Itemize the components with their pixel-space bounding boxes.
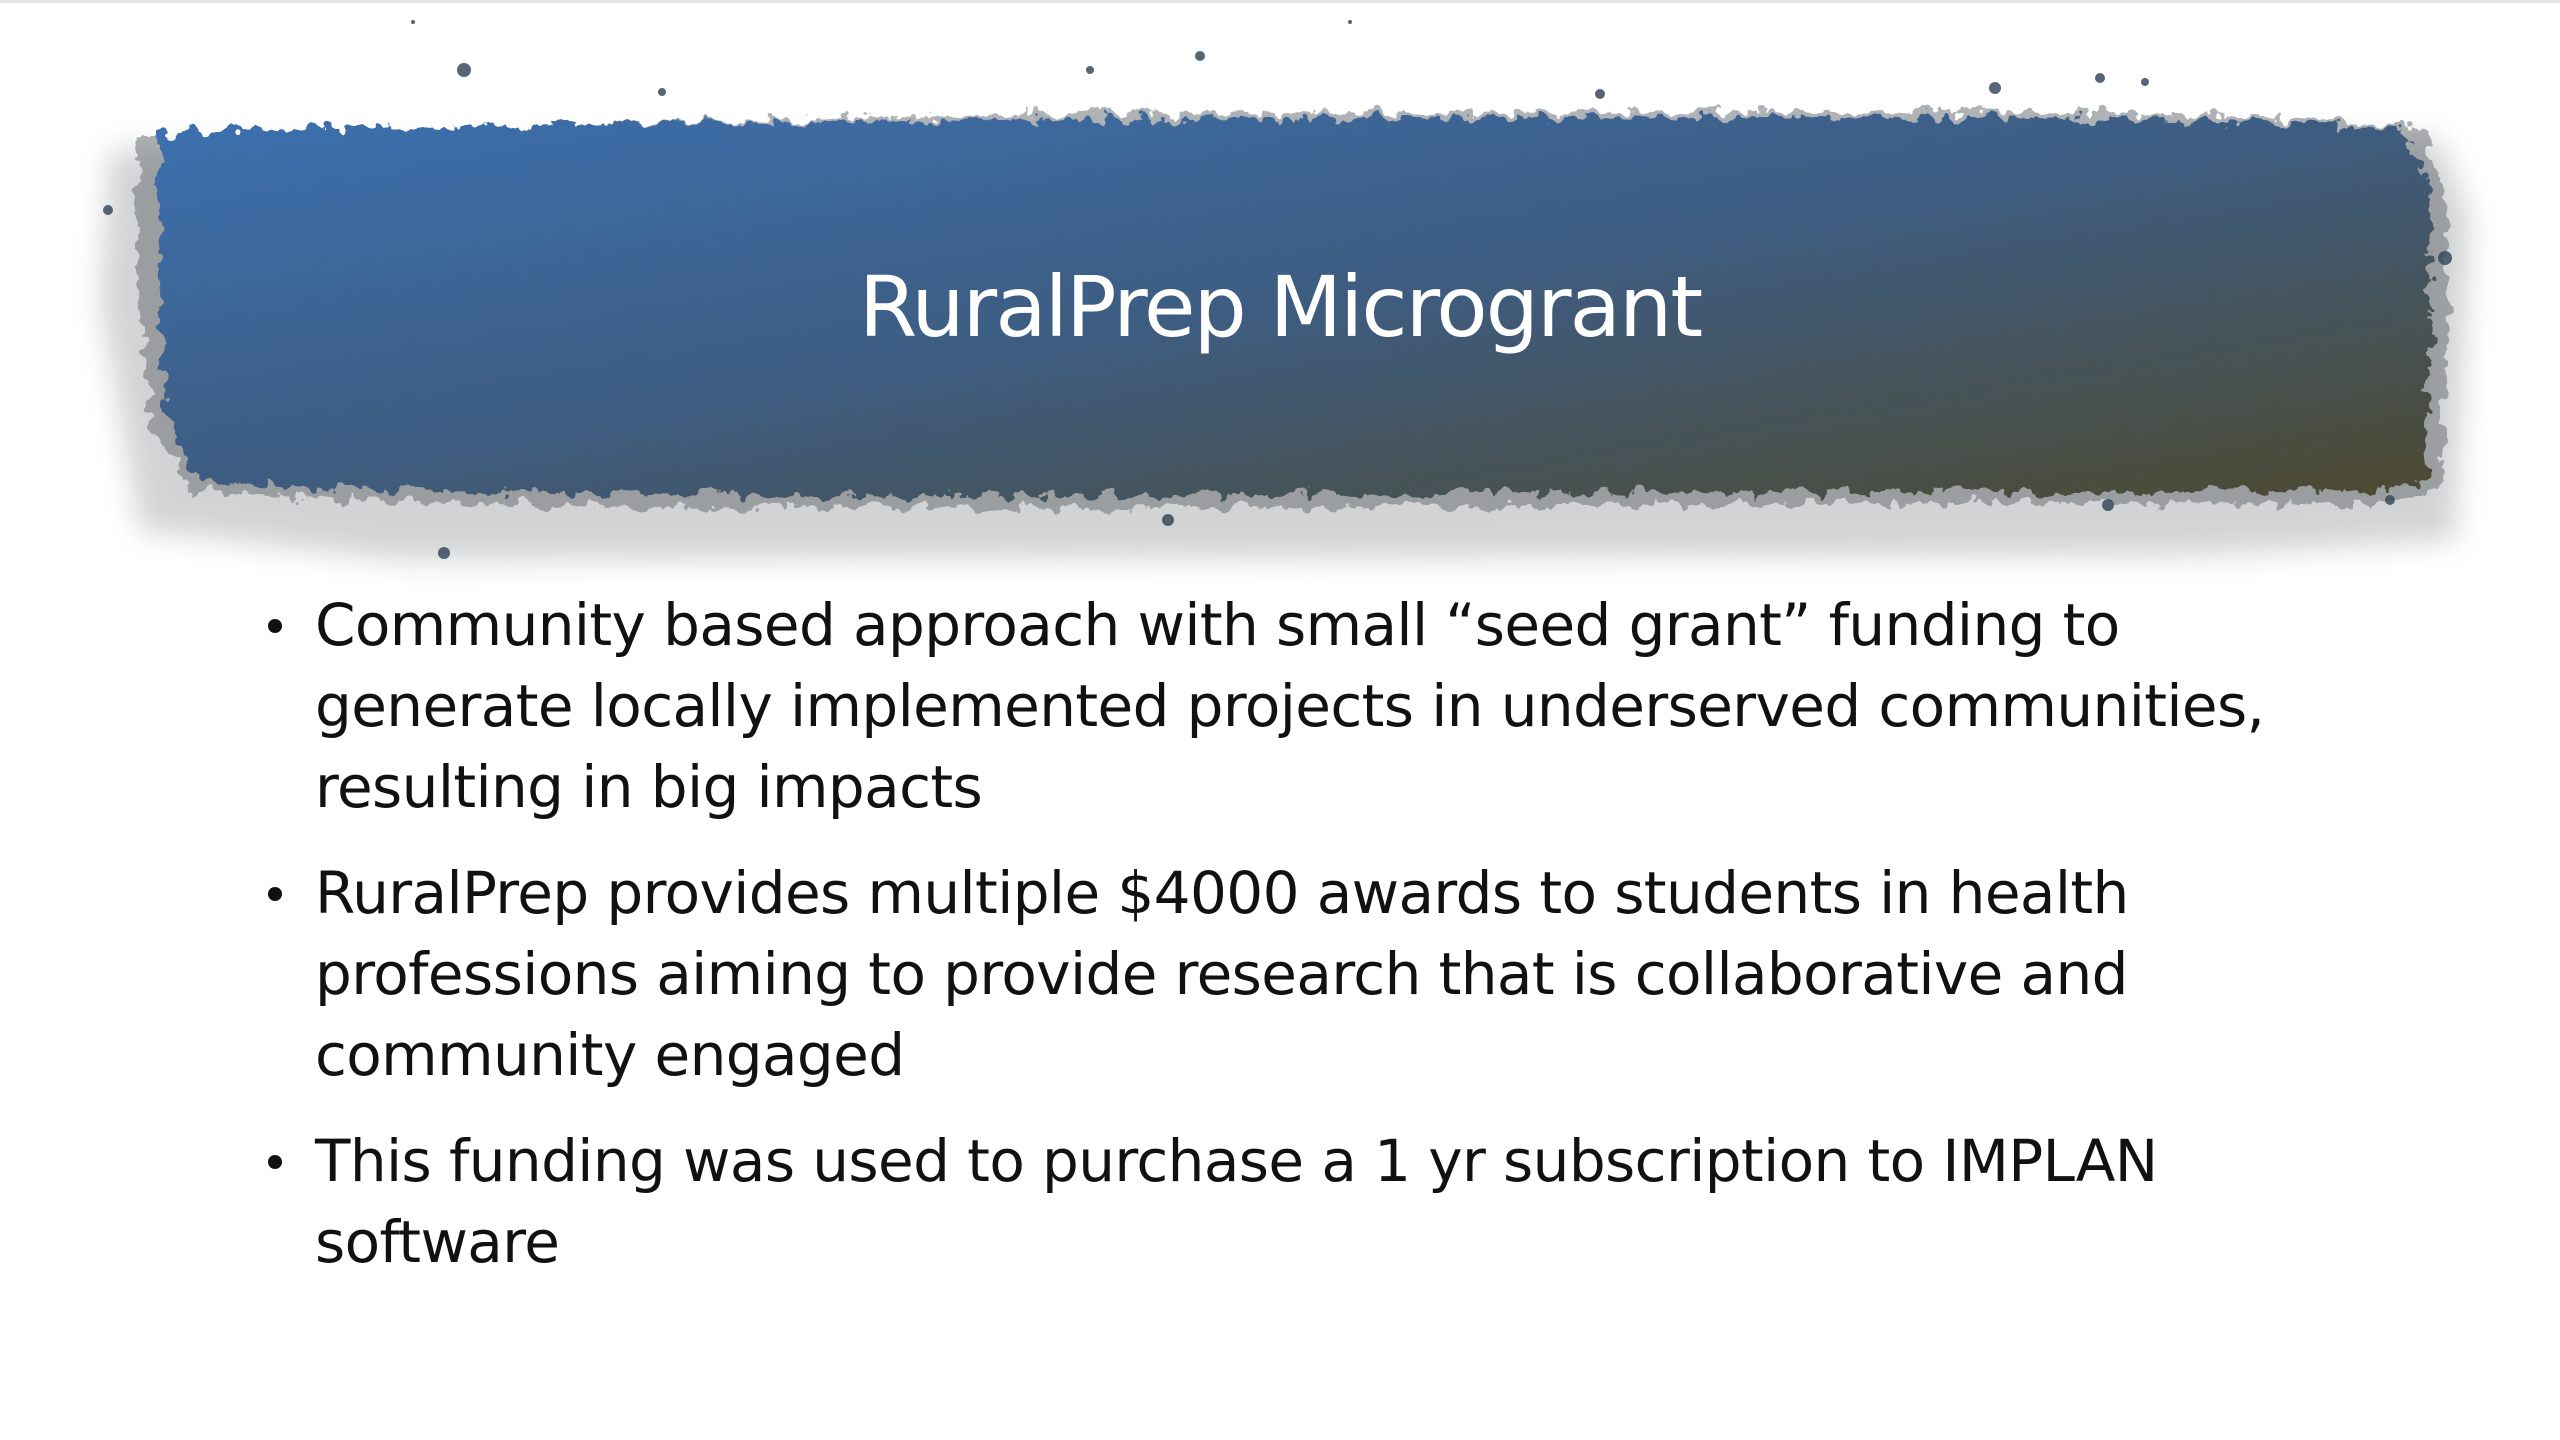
bullet-dot-icon: [268, 1155, 282, 1169]
bullet-item: [260, 853, 2340, 1096]
bullet-dot-icon: [268, 619, 282, 633]
bullet-item: [260, 1121, 2340, 1283]
bullet-text: Community based approach with small “seed grant” funding to generate locally implemented projects in underserved communities, resulting in big impacts: [315, 591, 2265, 821]
bullet-text: RuralPrep provides multiple $4000 awards to students in health professions aiming to provide research that is collaborative and community engaged: [315, 859, 2129, 1089]
slide-title: RuralPrep Microgrant: [858, 258, 1702, 356]
bullet-dot-icon: [268, 887, 282, 901]
bullet-item: [260, 585, 2340, 828]
bullet-text: This funding was used to purchase a 1 yr subscription to IMPLAN software: [315, 1127, 2158, 1276]
bullet-list: [260, 585, 2340, 1308]
